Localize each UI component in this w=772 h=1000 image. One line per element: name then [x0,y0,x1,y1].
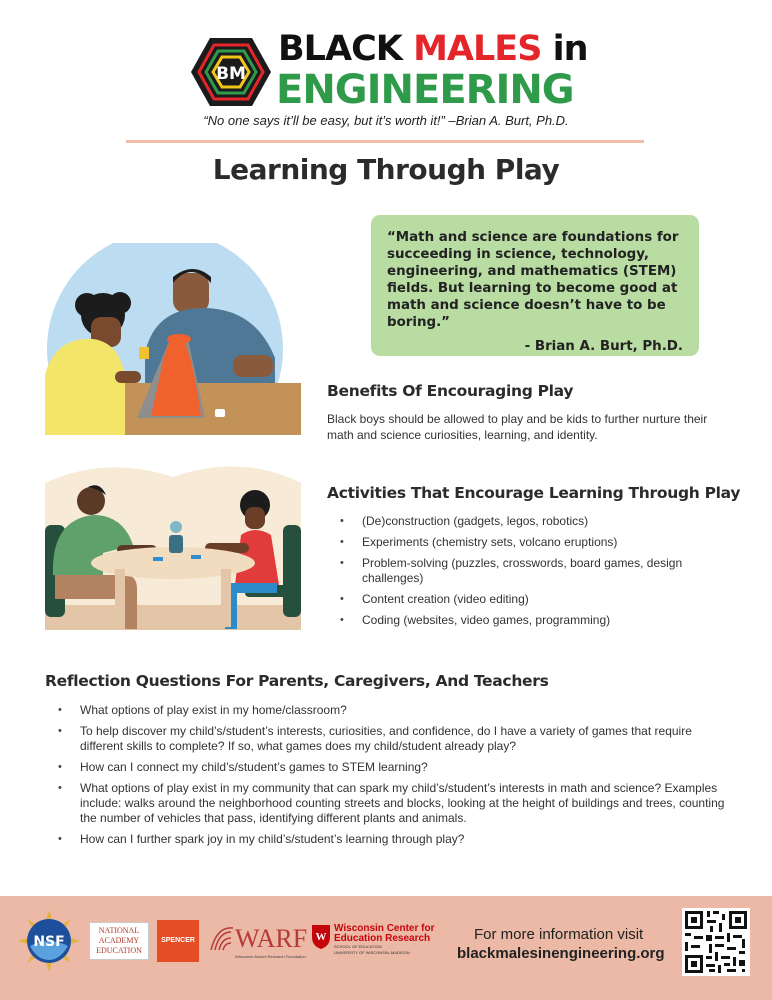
warf-logo-text: WARF [235,924,308,953]
warf-logo-subtitle: Wisconsin Alumni Research Foundation [235,954,306,959]
brand-name-line1 [278,29,588,69]
wcer-logo-line3: SCHOOL OF EDUCATION [334,944,382,949]
page-title: Learning Through Play [212,153,560,186]
spencer-logo: SPENCER [157,920,199,962]
more-info-text: For more information visit [474,926,644,943]
benefits-text: Black boys should be allowed to play and be kids to further nurture their math and science curiosities, learning, and identity. [327,412,708,442]
list-item: • Coding (websites, video games, programming) [362,613,717,628]
tagline: “No one says it’ll be easy, but it’s worth it!” –Brian A. Burt, Ph.D. [203,113,569,128]
volcano-illustration [45,243,301,435]
qr-code-icon[interactable] [682,908,750,976]
quote-attribution: - Brian A. Burt, Ph.D. [524,339,683,355]
list-item: • Content creation (video editing) [362,592,717,607]
bme-logo-icon [190,36,272,108]
reflection-heading: Reflection Questions For Parents, Caregivers, And Teachers [45,672,549,690]
wcer-logo-line4: UNIVERSITY OF WISCONSIN–MADISON [334,950,410,955]
website-link[interactable]: blackmalesinengineering.org [457,945,665,962]
svg-text:BM: BM [216,64,246,84]
list-item: • To help discover my child’s/student’s interests, curiosities, and confidence, do I have a variety of games that require different skills to complete? If so, what games does my child/student already play? [80,724,730,754]
nae-logo [89,922,149,960]
benefits-heading: Benefits Of Encouraging Play [327,382,574,400]
board-game-illustration [45,465,301,630]
uw-crest-icon [311,924,331,950]
header-divider [126,140,644,143]
wcer-logo [334,924,434,955]
activities-heading: Activities That Encourage Learning Through Play [327,484,741,502]
list-item: • (De)construction (gadgets, legos, robotics) [362,514,717,529]
list-item: • Experiments (chemistry sets, volcano eruptions) [362,535,717,550]
list-item: • How can I connect my child’s/student’s games to STEM learning? [80,760,730,775]
activities-list [362,514,717,634]
svg-text:NSF: NSF [33,934,65,950]
brand-name-line2: ENGINEERING [276,67,574,113]
nsf-logo-icon [18,910,80,972]
quote-box [371,215,699,356]
brand-word-black: BLACK [278,29,402,69]
brand-word-in: in [552,29,588,69]
nae-logo-line2: ACADEMY [98,936,140,945]
nae-logo-line1: NATIONAL [98,926,140,935]
list-item: • What options of play exist in my home/classroom? [80,703,730,718]
list-item: • Problem-solving (puzzles, crosswords, board games, design challenges) [362,556,717,586]
brand-word-males: MALES [413,29,542,69]
wcer-logo-line1: Wisconsin Center for [334,923,435,934]
quote-text: “Math and science are foundations for succeeding in science, technology, engineering, and mathematics (STEM) fields. But learning to become good at math and science doesn’t have to be boring.” [387,230,679,331]
list-item: • What options of play exist in my community that can spark my child’s/student’s interests in math and science? Examples include: walks around the neighborhood counting streets and blocks, looking at the height of buildings and trees, counting the number of vehicles that pass, identifying different plants and animals. [80,781,730,826]
nae-logo-line3: EDUCATION [96,946,142,955]
warf-logo-icon [207,924,237,954]
reflection-list [80,703,730,853]
wcer-logo-line2: Education Research [334,933,431,944]
svg-text:W: W [315,931,327,943]
list-item: • How can I further spark joy in my child’s/student’s learning through play? [80,832,730,847]
